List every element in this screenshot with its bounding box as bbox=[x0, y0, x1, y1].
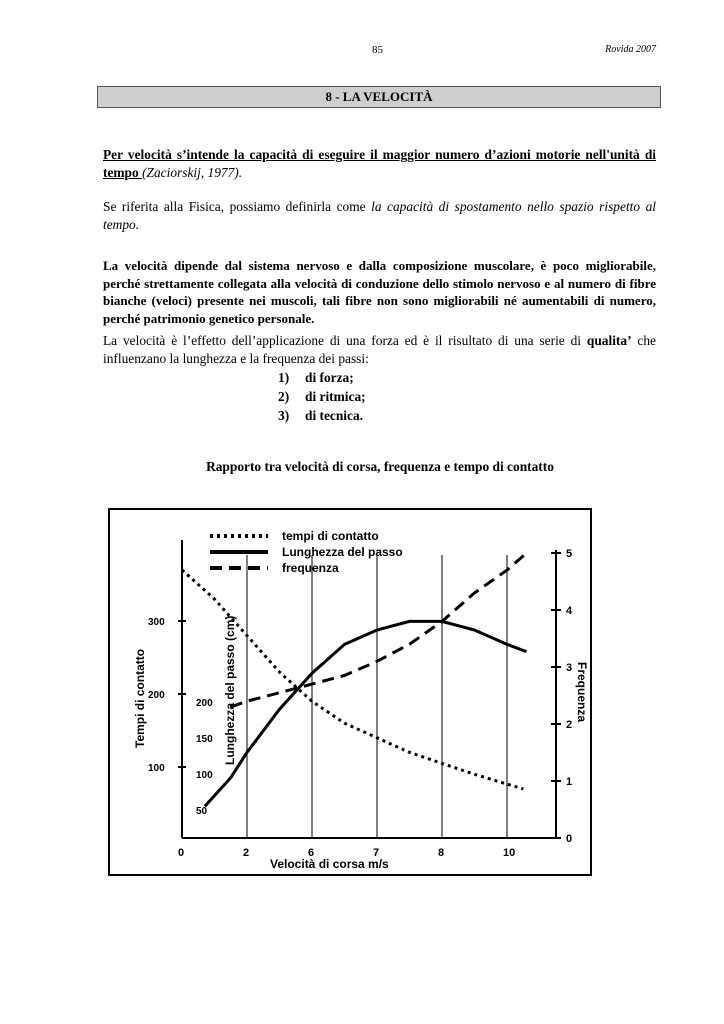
definition-paragraph bbox=[103, 146, 656, 181]
x-tick-label: 7 bbox=[373, 847, 380, 859]
right-tick-label: 5 bbox=[566, 548, 573, 560]
legend-label: tempi di contatto bbox=[282, 529, 379, 543]
right-axis-label: Frequenza bbox=[575, 662, 589, 723]
force-bold: qualita’ bbox=[586, 333, 632, 348]
force-text: La velocità è l’effetto dell’applicazione di una forza ed è il risultato di una serie di bbox=[103, 333, 587, 348]
chart-frame bbox=[108, 508, 592, 876]
right-tick-label: 2 bbox=[566, 719, 573, 731]
left-tick-label: 300 bbox=[148, 617, 165, 628]
force-end: che influenzano la lunghezza e la frequenza dei passi: bbox=[103, 333, 656, 366]
mid-tick-label: 150 bbox=[196, 734, 213, 745]
qualities-list bbox=[278, 368, 366, 425]
series-line-step-length bbox=[205, 621, 527, 806]
physics-italic: la capacità di spostamento nello spazio rispetto al tempo. bbox=[103, 199, 656, 232]
list-num: 2) bbox=[278, 389, 290, 404]
chapter-title: 8 - LA VELOCITÀ bbox=[97, 86, 661, 108]
list-num: 1) bbox=[278, 370, 290, 385]
chart-svg bbox=[110, 510, 590, 874]
definition-citation: (Zaciorskij, 1977). bbox=[142, 164, 243, 180]
x-tick-label: 0 bbox=[178, 847, 185, 859]
nervous-system-paragraph: La velocità dipende dal sistema nervoso e dalla composizione muscolare, è poco migliorabile, perché strettamente collegata alla velocità di conduzione dello stimolo nervoso e al numero di fibre bianche (veloci) presente nei muscoli, tali fibre non sono migliorabili né aumentabili di numero, perché patrimonio genetico personale. bbox=[103, 258, 656, 326]
physics-paragraph bbox=[103, 198, 656, 233]
x-axis-label: Velocità di corsa m/s bbox=[270, 857, 389, 871]
legend-label: frequenza bbox=[282, 561, 339, 575]
mid-tick-label: 50 bbox=[196, 806, 208, 817]
author-label: Rovida 2007 bbox=[605, 44, 656, 55]
mid-tick-label: 200 bbox=[196, 698, 213, 709]
list-text: di ritmica; bbox=[305, 389, 366, 404]
list-text: di forza; bbox=[305, 370, 354, 385]
page-number: 85 bbox=[372, 44, 383, 56]
list-item bbox=[278, 387, 366, 406]
physics-text: Se riferita alla Fisica, possiamo definirla come bbox=[103, 199, 372, 214]
left-axis-label: Tempi di contatto bbox=[133, 648, 147, 748]
mid-axis-label: Lunghezza del passo (cm) bbox=[223, 615, 237, 765]
left-tick-label: 100 bbox=[148, 763, 165, 774]
x-tick-label: 10 bbox=[503, 847, 516, 859]
x-tick-label: 2 bbox=[243, 847, 250, 859]
list-item bbox=[278, 368, 366, 387]
definition-text: Per velocità s’intende la capacità di eseguire il maggior numero d’azioni motorie nell'unità di tempo bbox=[103, 147, 656, 180]
right-tick-label: 1 bbox=[566, 776, 573, 788]
list-text: di tecnica. bbox=[305, 408, 364, 423]
list-num: 3) bbox=[278, 408, 290, 423]
right-tick-label: 3 bbox=[566, 662, 573, 674]
x-tick-label: 6 bbox=[308, 847, 315, 859]
force-paragraph bbox=[103, 332, 656, 367]
legend-label: Lunghezza del passo bbox=[282, 545, 403, 559]
right-tick-label: 0 bbox=[566, 833, 573, 845]
figure-caption: Rapporto tra velocità di corsa, frequenza e tempo di contatto bbox=[206, 459, 554, 474]
left-tick-label: 200 bbox=[148, 690, 165, 701]
right-tick-label: 4 bbox=[566, 605, 573, 617]
mid-tick-label: 100 bbox=[196, 770, 213, 781]
x-tick-label: 8 bbox=[438, 847, 445, 859]
list-item bbox=[278, 406, 366, 425]
